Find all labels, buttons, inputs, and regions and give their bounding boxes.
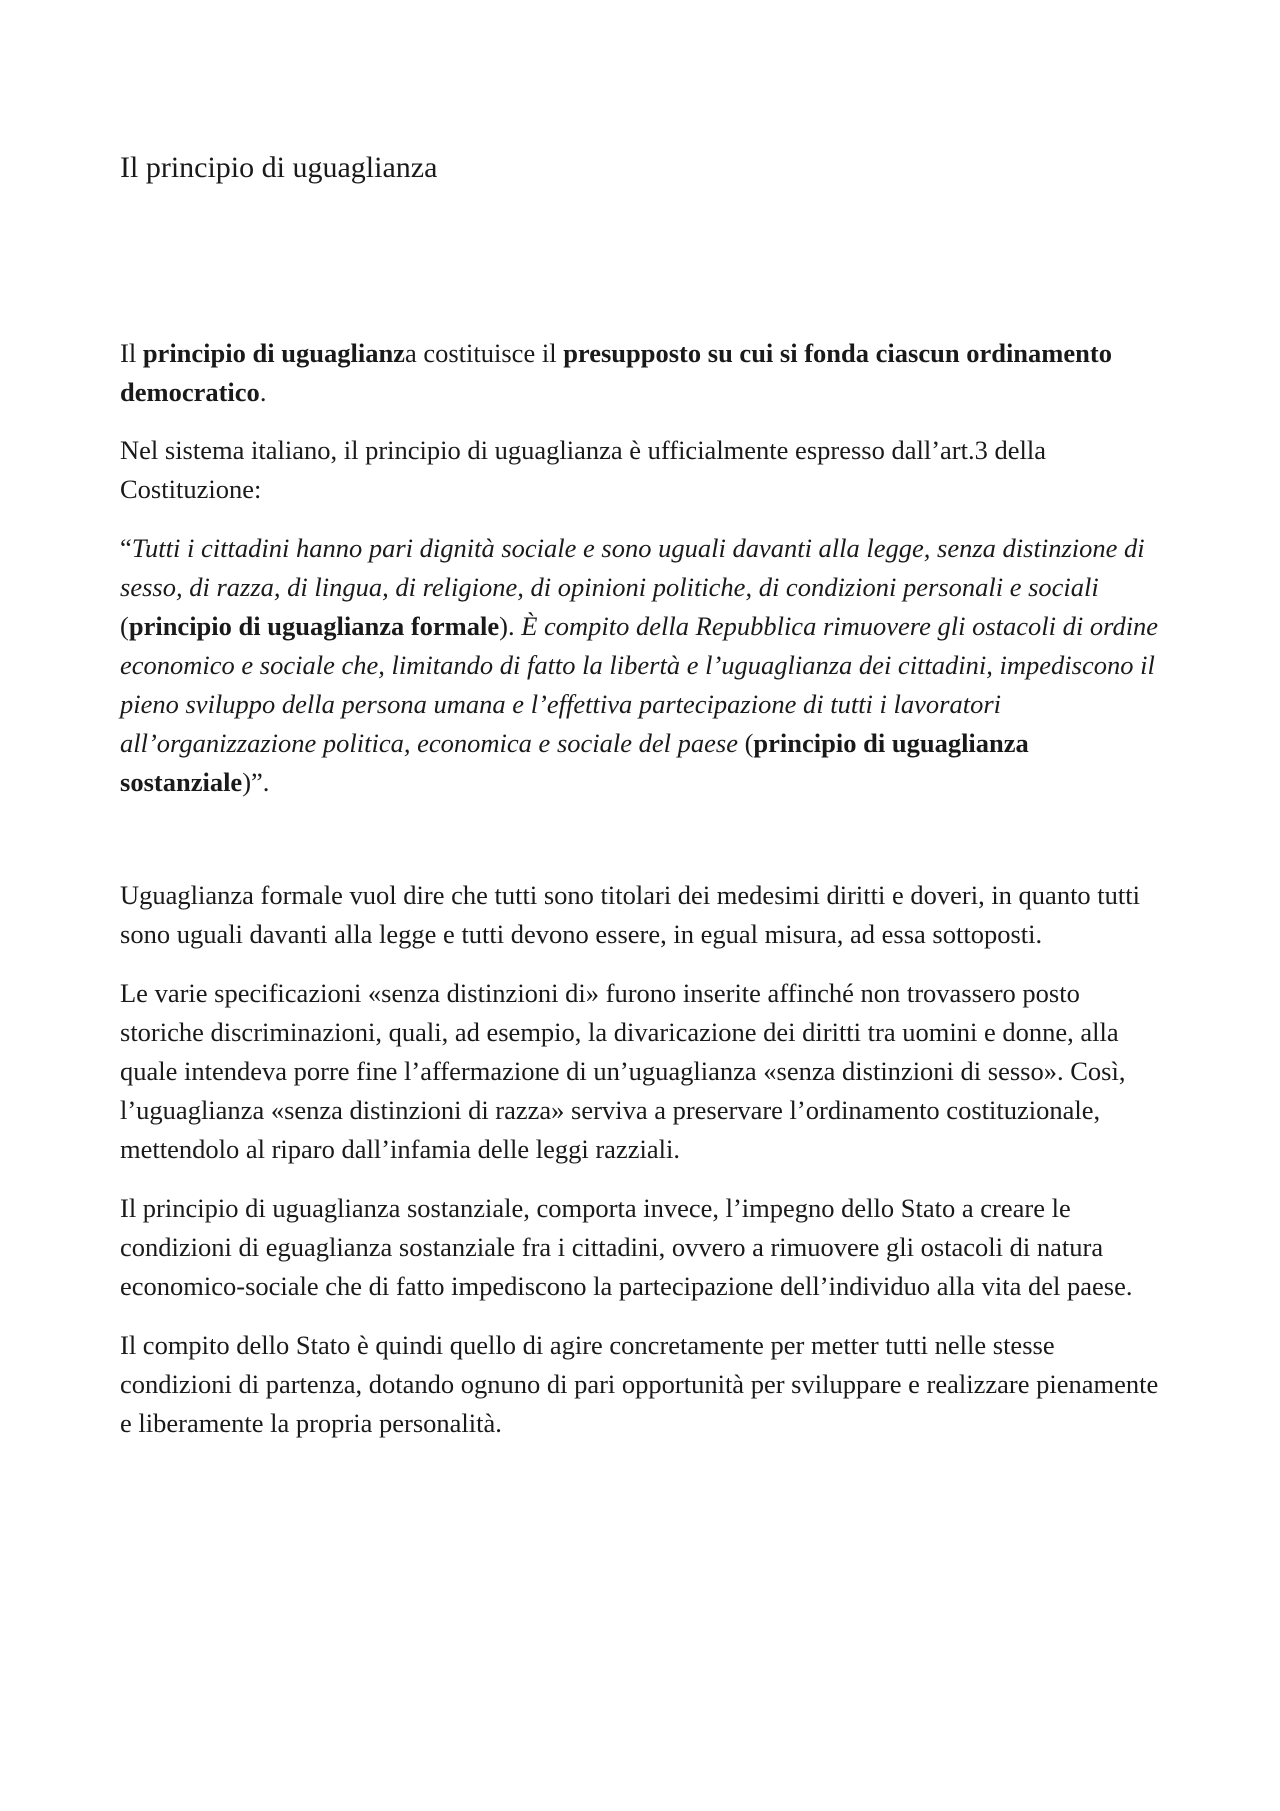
- quote-bold-formale: principio di uguaglianza formale: [128, 611, 500, 641]
- intro-text-3: .: [259, 377, 267, 407]
- quote-italic-2: È compito della Repubblica rimuovere gli ostacoli di ordine economico e sociale che, limitando di fatto la libertà e l’uguaglianza dei cittadini, impediscono il pieno sviluppo della persona umana e l’effettiva partecipazione di tutti i lavoratori all’organizzazione politica, economica e sociale del paese: [120, 611, 1159, 758]
- quote-bold-sostanziale: principio di uguaglianza sostanziale: [120, 728, 1029, 797]
- intro-bold-2: presupposto su cui si fonda ciascun ordinamento democratico: [120, 338, 1112, 407]
- quote-text-1: (: [120, 611, 129, 641]
- substantial-equality-paragraph: Il principio di uguaglianza sostanziale, comporta invece, l’impegno dello Stato a creare le condizioni di eguaglianza sostanziale fra i cittadini, ovvero a rimuovere gli ostacoli di natura economico-sociale che di fatto impediscono la partecipazione dell’individuo alla vita del paese.: [120, 1193, 1133, 1301]
- constitution-quote: [120, 529, 1160, 802]
- quote-close-mark: )”.: [242, 767, 270, 797]
- quote-italic-1: Tutti i cittadini hanno pari dignità sociale e sono uguali davanti alla legge, senza distinzione di sesso, di razza, di lingua, di religione, di opinioni politiche, di condizioni personali e sociali: [120, 533, 1145, 602]
- intro-paragraph: [120, 334, 1160, 412]
- intro-text-2: a costituisce il: [404, 338, 564, 368]
- formal-equality-paragraph: Uguaglianza formale vuol dire che tutti sono titolari dei medesimi diritti e doveri, in quanto tutti sono uguali davanti alla legge e tutti devono essere, in egual misura, ad essa sottoposti.: [120, 880, 1141, 949]
- page-title: Il principio di uguaglianza: [120, 151, 438, 184]
- intro-text-1: Il: [120, 338, 143, 368]
- specifications-paragraph: Le varie specificazioni «senza distinzioni di» furono inserite affinché non trovassero posto storiche discriminazioni, quali, ad esempio, la divaricazione dei diritti tra uomini e donne, alla quale intendeva porre fine l’affermazione di un’uguaglianza «senza distinzioni di sesso». Così, l’uguaglianza «senza distinzioni di razza» serviva a preservare l’ordinamento costituzionale, mettendolo al riparo dall’infamia delle leggi razziali.: [120, 978, 1126, 1164]
- art3-intro-paragraph: Nel sistema italiano, il principio di uguaglianza è ufficialmente espresso dall’art.3 della Costituzione:: [120, 435, 1046, 504]
- quote-text-2: ).: [499, 611, 522, 641]
- state-task-paragraph: Il compito dello Stato è quindi quello di agire concretamente per metter tutti nelle stesse condizioni di partenza, dotando ognuno di pari opportunità per sviluppare e realizzare pienamente e liberamente la propria personalità.: [120, 1330, 1159, 1438]
- quote-text-3: (: [737, 728, 754, 758]
- quote-open-mark: “: [120, 533, 132, 563]
- intro-bold-1: principio di uguaglianz: [142, 338, 405, 368]
- document-body: [120, 148, 1160, 1443]
